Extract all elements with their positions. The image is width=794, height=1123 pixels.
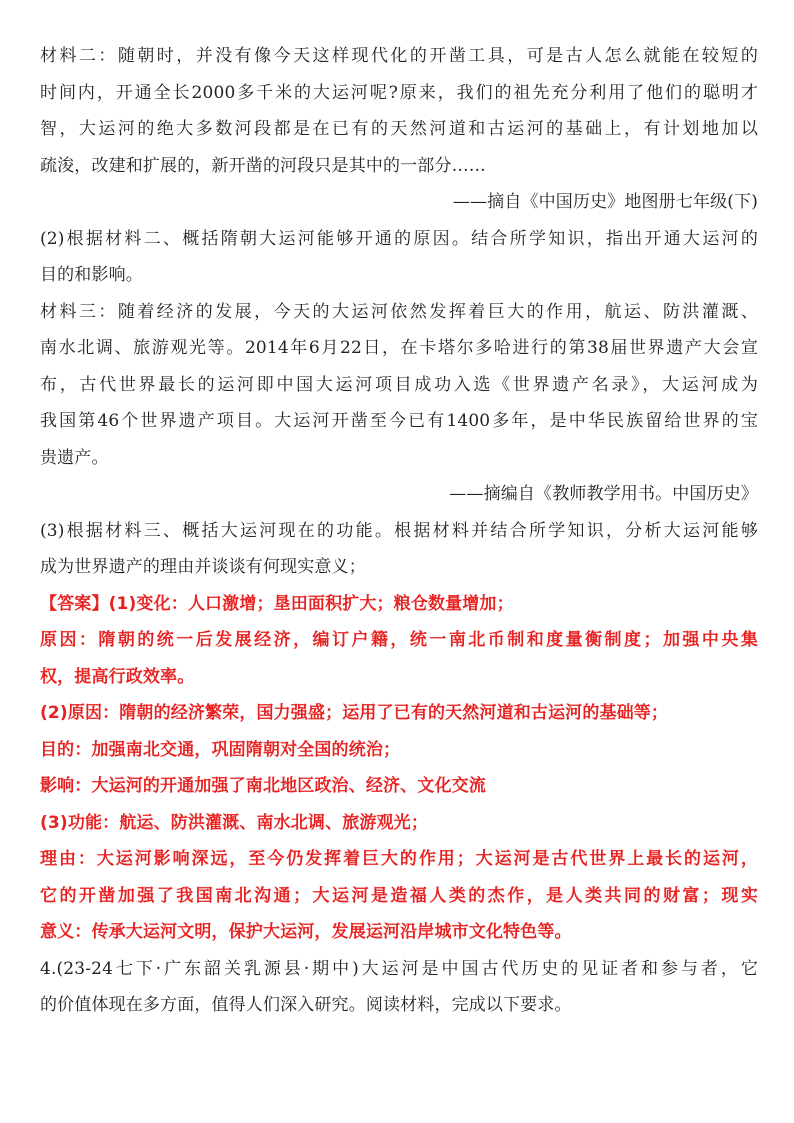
question-three-line: 成为世界遗产的理由并谈谈有何现实意义； xyxy=(40,557,366,577)
question-four-line: 4.(23-24七下·广东韶关乳源县·期中)大运河是中国古代历史的见证者和参与者，它 xyxy=(40,958,758,979)
material-two xyxy=(40,38,758,221)
material-three-line: 我国第46个世界遗产项目。大运河开凿至今已有1400多年，是中华民族留给世界的宝 xyxy=(40,411,758,431)
question-two xyxy=(40,221,758,294)
material-three-line: 布，古代世界最长的运河即中国大运河项目成功入选《世界遗产名录》，大运河成为 xyxy=(40,374,758,395)
answer-line: 意义：传承大运河文明，保护大运河，发展运河沿岸城市文化特色等。 xyxy=(40,922,572,942)
answer-first-line xyxy=(40,586,758,623)
answer-line: 权，提高行政效率。 xyxy=(40,666,195,687)
material-three-line: 贵遗产。 xyxy=(40,447,109,468)
answer-block xyxy=(40,586,758,951)
question-two-line: 目的和影响。 xyxy=(40,265,143,285)
answer-line: 目的：加强南北交通，巩固隋朝对全国的统治； xyxy=(40,739,401,760)
answer-line: (2)原因：隋朝的经济繁荣，国力强盛；运用了已有的天然河道和古运河的基础等； xyxy=(40,703,669,723)
question-three xyxy=(40,513,758,586)
document-page xyxy=(40,38,758,1024)
answer-tag: 【答案】 xyxy=(40,593,109,614)
material-three xyxy=(40,294,758,513)
answer-line: 理由：大运河影响深远，至今仍发挥着巨大的作用；大运河是古代世界上最长的运河， xyxy=(40,849,758,869)
material-two-line: 智，大运河的绝大多数河段都是在已有的天然河道和古运河的基础上，有计划地加以 xyxy=(40,119,758,139)
material-three-source: ——摘编自《教师教学用书。中国历史》 xyxy=(449,484,758,504)
material-two-line: 材料二：随朝时，并没有像今天这样现代化的开凿工具，可是古人怎么就能在较短的 xyxy=(40,46,758,66)
answer-line: 它的开凿加强了我国南北沟通；大运河是造福人类的杰作，是人类共同的财富；现实 xyxy=(40,885,758,906)
material-two-line: 时间内，开通全长2000多千米的大运河呢?原来，我们的祖先充分利用了他们的聪明才 xyxy=(40,82,758,103)
answer-first-text: (1)变化：人口激增；垦田面积扩大；粮仓数量增加； xyxy=(108,593,514,614)
answer-line: 原因：隋朝的统一后发展经济，编订户籍，统一南北币制和度量衡制度；加强中央集 xyxy=(40,630,758,650)
question-four xyxy=(40,951,758,1024)
material-two-line: 疏浚，改建和扩展的，新开凿的河段只是其中的一部分…… xyxy=(40,155,486,176)
question-two-line: (2)根据材料二、概括隋朝大运河能够开通的原因。结合所学知识，指出开通大运河的 xyxy=(40,228,758,249)
answer-line: 影响：大运河的开通加强了南北地区政治、经济、文化交流 xyxy=(40,776,486,796)
question-four-line: 的价值体现在多方面，值得人们深入研究。阅读材料，完成以下要求。 xyxy=(40,995,572,1015)
material-three-line: 材料三：随着经济的发展，今天的大运河依然发挥着巨大的作用，航运、防洪灌溉、 xyxy=(40,301,758,322)
material-three-line: 南水北调、旅游观光等。2014年6月22日，在卡塔尔多哈进行的第38届世界遗产大会宣 xyxy=(40,338,758,358)
question-three-line: (3)根据材料三、概括大运河现在的功能。根据材料并结合所学知识，分析大运河能够 xyxy=(40,520,758,541)
material-two-source: ——摘自《中国历史》地图册七年级(下) xyxy=(452,192,758,212)
answer-line: (3)功能：航运、防洪灌溉、南水北调、旅游观光； xyxy=(40,812,428,833)
